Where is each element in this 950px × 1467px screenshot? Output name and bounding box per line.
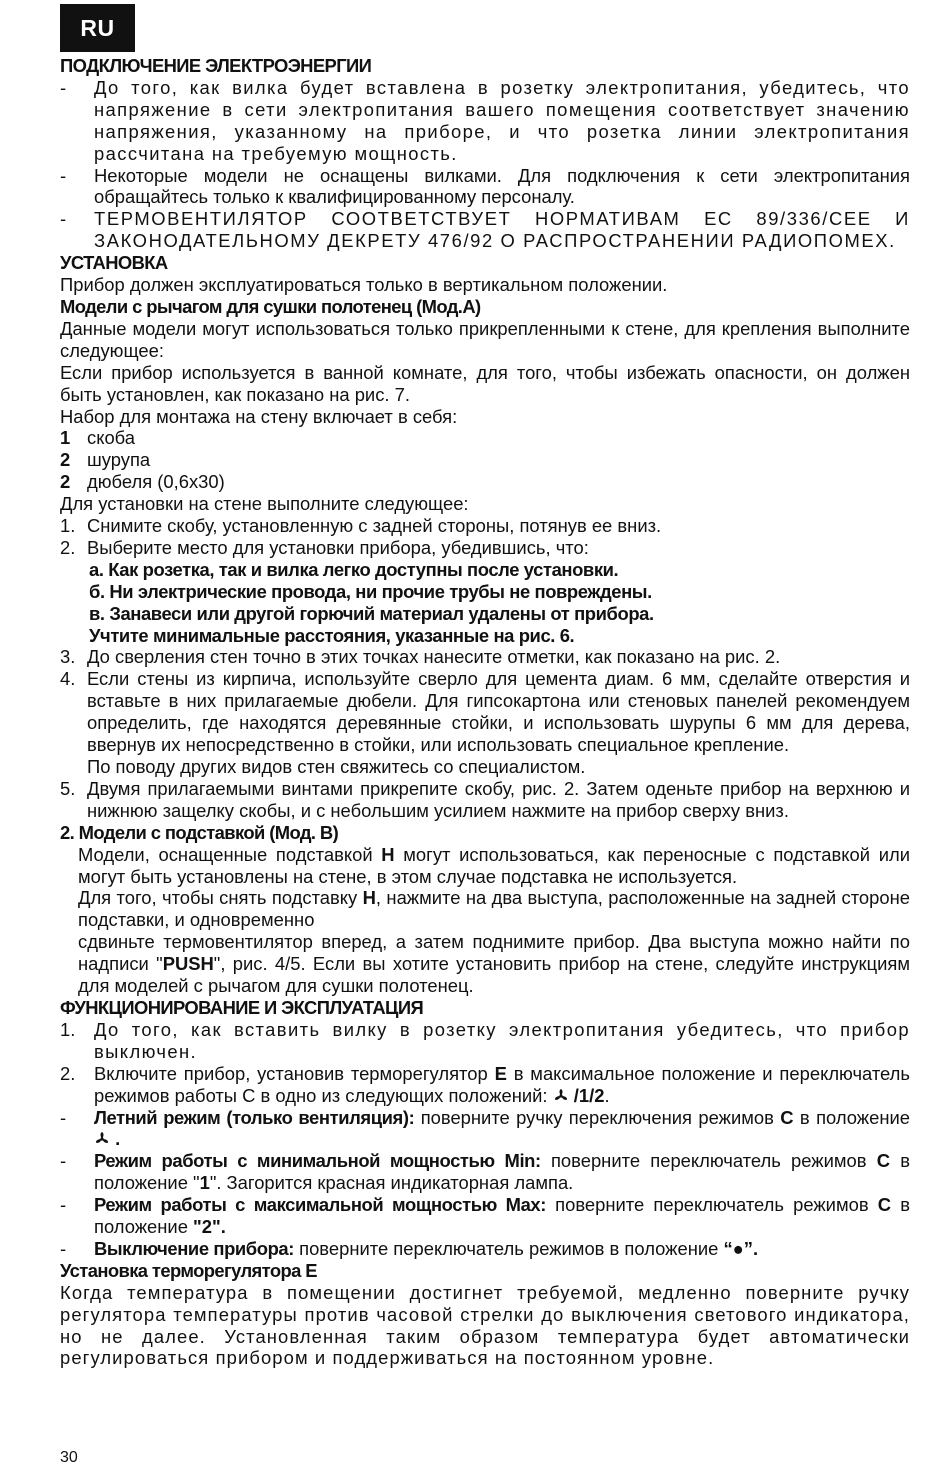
list-item: - Летний режим (только вентиляция): поверните ручку переключения режимов C в положение .: [60, 1106, 910, 1150]
subsection-title-thermostat: Установка терморегулятора E: [60, 1259, 317, 1281]
section-title-power: ПОДКЛЮЧЕНИЕ ЭЛЕКТРОЭНЕРГИИ: [60, 55, 372, 76]
list-item: - Некоторые модели не оснащены вилками. Для подключения к сети электропитания обращайтесь только к квалифицированному персоналу.: [60, 164, 910, 208]
list-item: 2. Включите прибор, установив терморегулятор E в максимальное положение и переключатель режимов работы С в одно из следующих положений: /1/2.: [60, 1062, 910, 1106]
list-item: 3. До сверления стен точно в этих точках нанесите отметки, как показано на рис. 2.: [60, 646, 781, 668]
paragraph: Прибор должен эксплуатироваться только в вертикальном положении.: [60, 274, 668, 296]
list-item: - Режим работы с максимальной мощностью Max: поверните переключатель режимов C в положение "2".: [60, 1194, 910, 1238]
list-item: 2. Выберите место для установки прибора, убедившись, что:: [60, 536, 589, 558]
paragraph: По поводу других видов стен свяжитесь со специалистом.: [87, 756, 586, 777]
subsection-title-model-b: 2. Модели с подставкой (Мод. В): [60, 821, 339, 843]
list-item: 4. Если стены из кирпича, используйте сверло для цемента диам. 6 мм, сделайте отверстия и вставьте в них прилагаемые дюбели. Для гипсокартона или стеновых панелей рекомендуем определить, где находятся деревянные стойки, и использовать шурупы 6 мм для дерева, ввернув их непосредственно в стойки, или использовать специальное крепление.: [60, 668, 910, 756]
sub-item: в. Занавеси или другой горючий материал удалены от прибора.: [89, 602, 654, 624]
paragraph: сдвиньте термовентилятор вперед, а затем поднимите прибор. Два выступа можно найти по надписи "PUSH", рис. 4/5. Если вы хотите установить прибор на стене, следуйте инструкциям для моделей с рычагом для сушки полотенец.: [78, 931, 910, 997]
list-item: - Режим работы с минимальной мощностью Min: поверните переключатель режимов C в положение "1". Загорится красная индикаторная лампа.: [60, 1150, 910, 1194]
list-item: - До того, как вилка будет вставлена в розетку электропитания, убедитесь, что напряжение в сети электропитания вашего помещения соответствует значению напряжения, указанному на приборе, и что розетка линии электропитания рассчитана на требуемую мощность.: [60, 76, 910, 164]
section-title-installation: УСТАНОВКА: [60, 252, 168, 274]
manual-content: [60, 55, 910, 1369]
paragraph: Данные модели могут использоваться только прикрепленными к стене, для крепления выполните следующее:: [60, 317, 910, 361]
subsection-title-model-a: Модели с рычагом для сушки полотенец (Мод.А): [60, 295, 481, 317]
sub-item: а. Как розетка, так и вилка легко доступны после установки.: [89, 558, 619, 580]
paragraph: Модели, оснащенные подставкой H могут использоваться, как переносные с подставкой или могут быть установлены на стене, в этом случае подставка не используется.: [78, 843, 910, 887]
paragraph: Когда температура в помещении достигнет требуемой, медленно поверните ручку регулятора температуры против часовой стрелки до выключения светового индикатора, но не далее. Установленная таким образом температура будет автоматически регулироваться прибором и поддерживаться на постоянном уровне.: [60, 1281, 910, 1369]
kit-item: 1 скоба: [60, 427, 136, 449]
section-title-operation: ФУНКЦИОНИРОВАНИЕ И ЭКСПЛУАТАЦИЯ: [60, 996, 424, 1018]
list-item: 1. Снимите скобу, установленную с задней стороны, потянув ее вниз.: [60, 515, 662, 537]
kit-item: 2 дюбеля (0,6x30): [60, 471, 225, 493]
list-item: - Выключение прибора: поверните переключатель режимов в положение “●”.: [60, 1237, 759, 1259]
list-item: 5. Двумя прилагаемыми винтами прикрепите скобу, рис. 2. Затем оденьте прибор на верхнюю и нижнюю защелку скобы, и с небольшим усилием нажмите на прибор сверху вниз.: [60, 777, 910, 821]
list-item: 1. До того, как вставить вилку в розетку электропитания убедитесь, что прибор выключен.: [60, 1018, 910, 1062]
fan-icon: [94, 1130, 110, 1146]
language-badge: RU: [60, 4, 135, 52]
paragraph: Для установки на стене выполните следующее:: [60, 493, 469, 515]
page-number: 30: [60, 1449, 78, 1466]
fan-icon: [553, 1087, 569, 1103]
list-item: - ТЕРМОВЕНТИЛЯТОР СООТВЕТСТВУЕТ НОРМАТИВАМ ЕС 89/336/CEE И ЗАКОНОДАТЕЛЬНОМУ ДЕКРЕТУ 476/92 О РАСПРОСТРАНЕНИИ РАДИОПОМЕХ.: [60, 208, 910, 252]
sub-item: Учтите минимальные расстояния, указанные на рис. 6.: [89, 624, 575, 646]
sub-item: б. Ни электрические провода, ни прочие трубы не повреждены.: [89, 580, 652, 602]
paragraph: Если прибор используется в ванной комнате, для того, чтобы избежать опасности, он должен быть установлен, как показано на рис. 7.: [60, 361, 910, 405]
kit-item: 2 шурупа: [60, 449, 151, 471]
paragraph: Для того, чтобы снять подставку H, нажмите на два выступа, расположенные на задней стороне подставки, и одновременно: [78, 887, 910, 931]
paragraph: Набор для монтажа на стену включает в себя:: [60, 405, 458, 427]
